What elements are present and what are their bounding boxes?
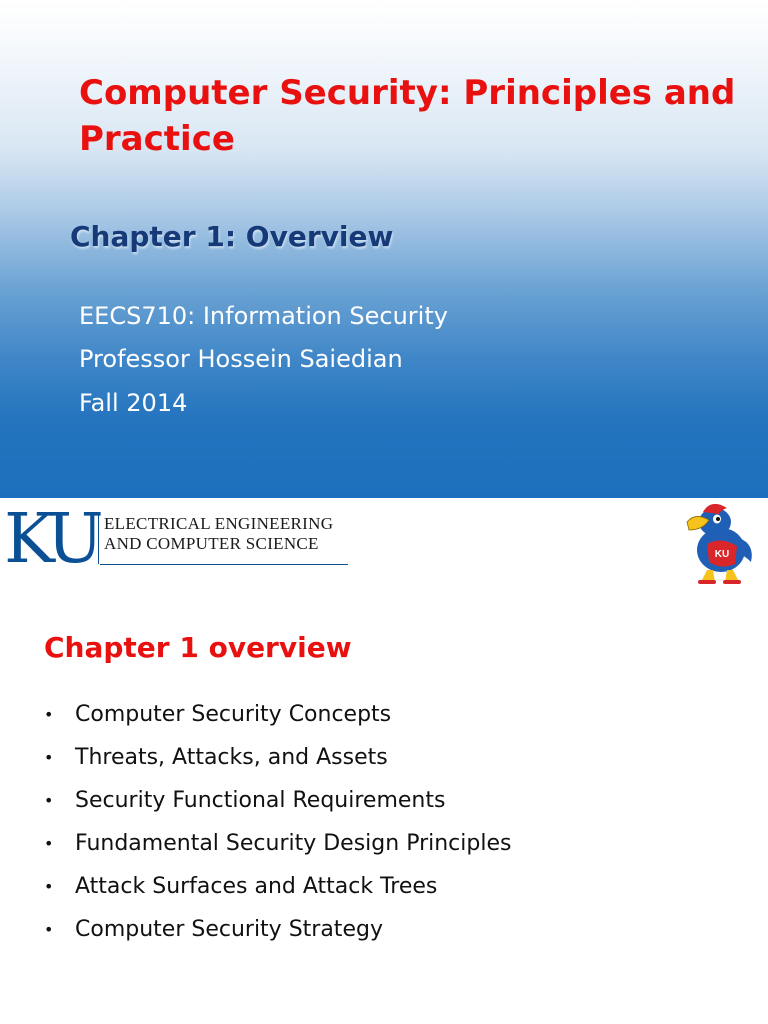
bullet-icon: • (44, 834, 54, 853)
ku-banner (0, 498, 768, 590)
list-item-text: Attack Surfaces and Attack Trees (75, 874, 438, 899)
bullet-icon: • (44, 705, 54, 724)
list-item-text: Computer Security Concepts (75, 702, 392, 727)
list-item (44, 786, 511, 829)
bullet-icon: • (44, 877, 54, 896)
bullet-icon: • (44, 791, 54, 810)
list-item (44, 700, 511, 743)
bullet-icon: • (44, 920, 54, 939)
list-item (44, 872, 511, 915)
overview-title: Chapter 1 overview (44, 631, 352, 664)
list-item (44, 915, 511, 958)
department-line-2: AND COMPUTER SCIENCE (104, 534, 319, 553)
professor-name: Professor Hossein Saiedian (79, 345, 403, 373)
list-item-text: Computer Security Strategy (75, 917, 383, 942)
list-item-text: Fundamental Security Design Principles (75, 831, 512, 856)
ku-logo: KU (4, 500, 98, 579)
title-slide (0, 0, 768, 498)
department-line-1: ELECTRICAL ENGINEERING (104, 514, 334, 533)
mascot-ku-text: KU (714, 549, 730, 560)
list-item-text: Threats, Attacks, and Assets (75, 745, 388, 770)
slide-title: Computer Security: Principles and Practice (79, 73, 736, 159)
logo-divider (98, 512, 99, 564)
department-name (104, 514, 333, 554)
list-item (44, 829, 511, 872)
course-name: EECS710: Information Security (79, 302, 448, 330)
overview-bullet-list (44, 700, 511, 958)
bullet-icon: • (44, 748, 54, 767)
chapter-heading: Chapter 1: Overview (70, 220, 394, 253)
term: Fall 2014 (79, 389, 188, 417)
overview-slide (0, 590, 768, 1024)
jayhawk-mascot-icon (681, 500, 761, 586)
list-item (44, 743, 511, 786)
list-item-text: Security Functional Requirements (75, 788, 446, 813)
department-underline (100, 564, 348, 565)
